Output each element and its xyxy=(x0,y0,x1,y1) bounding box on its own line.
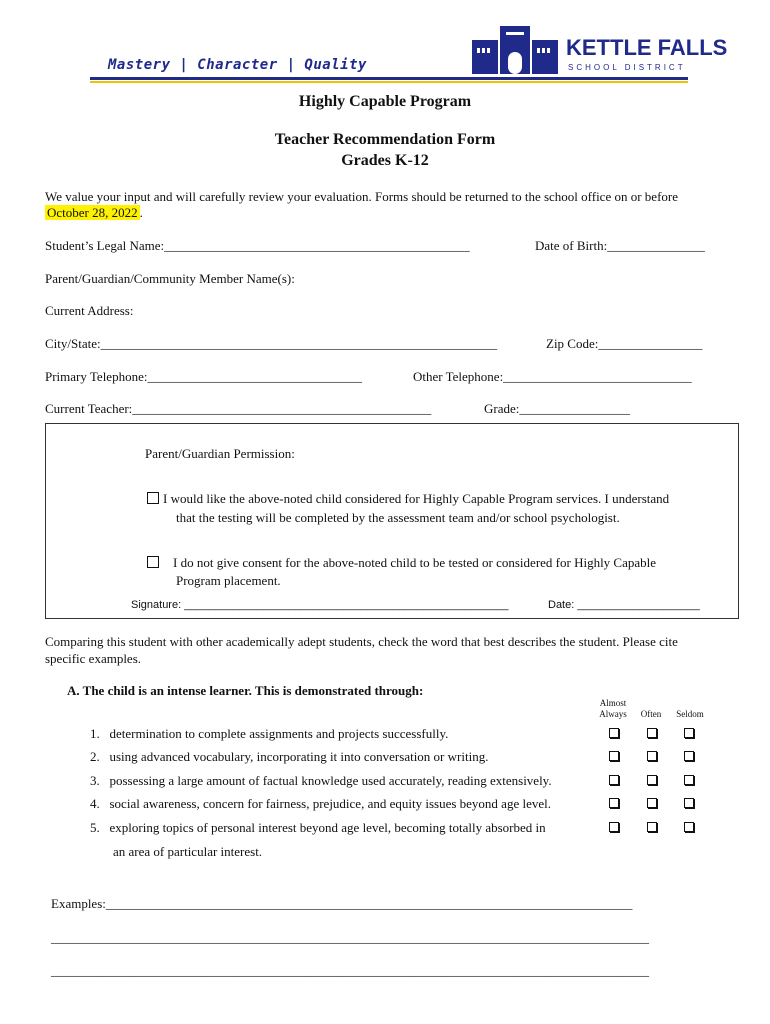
item4-often-checkbox[interactable] xyxy=(647,798,657,808)
item1-seldom-checkbox[interactable] xyxy=(684,728,694,738)
legal-name-field[interactable]: Student’s Legal Name:_______________________________________________ xyxy=(45,238,470,253)
consent-option[interactable] xyxy=(147,491,669,507)
form-title: Teacher Recommendation Form xyxy=(274,131,496,148)
list-item: 3. possessing a large amount of factual knowledge used accurately, reading extensively. xyxy=(90,773,552,788)
list-item-continued: an area of particular interest. xyxy=(113,844,263,859)
parent-names-field[interactable]: Parent/Guardian/Community Member Name(s): xyxy=(45,271,295,286)
col-almost-label: Almost xyxy=(599,698,627,708)
list-item: 2. using advanced vocabulary, incorporating it into conversation or writing. xyxy=(90,749,489,764)
examples-field[interactable]: Examples:_________________________________________________________________________________ xyxy=(51,896,633,911)
address-field[interactable]: Current Address: xyxy=(45,303,134,318)
comparing-text: Comparing this student with other academically adept students, check the word that best describes the student. Please cite xyxy=(45,634,678,649)
decline-text: I do not give consent for the above-noted child to be tested or considered for Highly Capable xyxy=(173,555,657,570)
col-almost-always xyxy=(596,698,630,720)
col-always-label: Always xyxy=(599,709,627,719)
examples-line-2[interactable]: ____________________________________________________________________________________________ xyxy=(51,930,649,945)
header-rule-blue xyxy=(90,77,688,80)
item3-almost-always-checkbox[interactable] xyxy=(609,775,619,785)
permission-heading: Parent/Guardian Permission: xyxy=(145,446,295,461)
deadline-date: October 28, 2022 xyxy=(47,205,138,220)
consent-text-line2: that the testing will be completed by the assessment team and/or school psychologist. xyxy=(176,510,620,525)
decline-option[interactable] xyxy=(147,555,656,571)
list-item: 4. social awareness, concern for fairness, prejudice, and equity issues beyond age level. xyxy=(90,796,551,811)
item5-often-checkbox[interactable] xyxy=(647,822,657,832)
logo-name: KETTLE FALLS xyxy=(566,35,728,60)
item2-often-checkbox[interactable] xyxy=(647,751,657,761)
intro-text: We value your input and will carefully review your evaluation. Forms should be returned to the school office on or before xyxy=(45,189,679,204)
page-title: Highly Capable Program xyxy=(298,93,472,110)
intro-deadline-line xyxy=(45,205,143,221)
item2-seldom-checkbox[interactable] xyxy=(684,751,694,761)
slogan: Mastery | Character | Quality xyxy=(108,57,367,73)
dob-field[interactable]: Date of Birth:_______________ xyxy=(535,238,705,253)
teacher-field[interactable]: Current Teacher:______________________________________________ xyxy=(45,401,432,416)
item3-seldom-checkbox[interactable] xyxy=(684,775,694,785)
consent-text: I would like the above-noted child considered for Highly Capable Program services. I understand xyxy=(163,491,670,506)
item4-almost-always-checkbox[interactable] xyxy=(609,798,619,808)
consent-checkbox[interactable] xyxy=(147,492,159,504)
item3-often-checkbox[interactable] xyxy=(647,775,657,785)
col-seldom: Seldom xyxy=(676,709,704,719)
decline-checkbox[interactable] xyxy=(147,556,159,568)
other-phone-field[interactable]: Other Telephone:_____________________________ xyxy=(413,369,692,384)
zip-field[interactable]: Zip Code:________________ xyxy=(546,336,703,351)
grades-title: Grades K-12 xyxy=(341,152,429,169)
section-a-heading: A. The child is an intense learner. This is demonstrated through: xyxy=(67,683,424,698)
primary-phone-field[interactable]: Primary Telephone:_________________________________ xyxy=(45,369,362,384)
city-state-field[interactable]: City/State:_____________________________________________________________ xyxy=(45,336,498,351)
list-item: 5. exploring topics of personal interest beyond age level, becoming totally absorbed in xyxy=(90,820,546,835)
item1-almost-always-checkbox[interactable] xyxy=(609,728,619,738)
decline-text-line2: Program placement. xyxy=(176,573,281,588)
district-logo xyxy=(470,24,728,76)
list-item: 1. determination to complete assignments and projects successfully. xyxy=(90,726,449,741)
signature-field[interactable]: Signature: _____________________________________________________ xyxy=(131,599,509,611)
logo-sub: SCHOOL DISTRICT xyxy=(568,63,686,72)
header-rule-gold xyxy=(90,81,688,83)
grade-field[interactable]: Grade:_________________ xyxy=(484,401,630,416)
item5-almost-always-checkbox[interactable] xyxy=(609,822,619,832)
examples-line-3[interactable]: ____________________________________________________________________________________________ xyxy=(51,963,649,978)
intro-tail: . xyxy=(139,205,143,220)
item4-seldom-checkbox[interactable] xyxy=(684,798,694,808)
item1-often-checkbox[interactable] xyxy=(647,728,657,738)
item2-almost-always-checkbox[interactable] xyxy=(609,751,619,761)
comparing-text-line2: specific examples. xyxy=(45,651,142,666)
col-often: Often xyxy=(640,709,662,719)
item5-seldom-checkbox[interactable] xyxy=(684,822,694,832)
signature-date-field[interactable]: Date: ____________________ xyxy=(548,599,700,611)
